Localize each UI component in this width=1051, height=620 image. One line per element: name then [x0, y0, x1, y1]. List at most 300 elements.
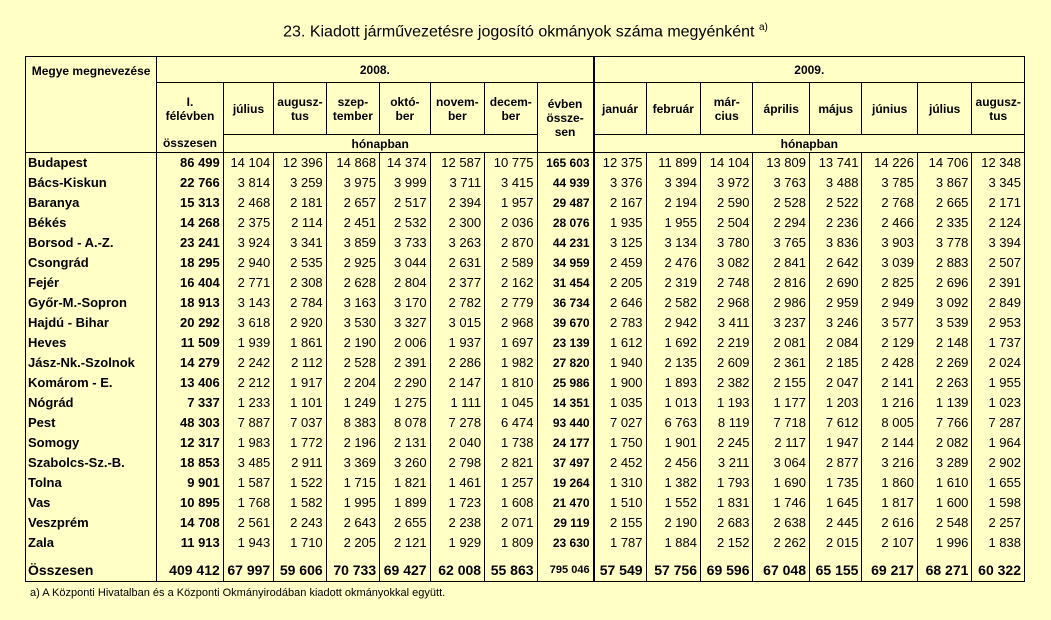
table-row	[26, 273, 1025, 293]
month-header-2009: január	[594, 83, 646, 135]
half-year-value: 12 317	[157, 433, 224, 453]
month-value-2008: 2 517	[380, 193, 430, 213]
county-name: Tolna	[26, 473, 157, 493]
month-value-2009: 2 690	[809, 273, 861, 293]
month-value-2009: 3 411	[701, 313, 753, 333]
month-value-2009: 2 949	[862, 293, 917, 313]
month-value-2009: 69 217	[862, 559, 917, 582]
month-value-2008: 3 163	[326, 293, 379, 313]
county-name: Budapest	[26, 153, 157, 174]
month-value-2008: 1 772	[274, 433, 326, 453]
half-year-value: 409 412	[157, 559, 224, 582]
month-value-2008: 2 040	[430, 433, 484, 453]
county-name: Fejér	[26, 273, 157, 293]
table-row	[26, 353, 1025, 373]
month-value-2009: 2 141	[862, 373, 917, 393]
month-value-2008: 2 377	[430, 273, 484, 293]
county-name: Összesen	[26, 559, 157, 582]
month-value-2009: 2 696	[917, 273, 971, 293]
month-value-2008: 2 242	[223, 353, 273, 373]
year-total-value: 14 351	[537, 393, 594, 413]
month-value-2008: 1 929	[430, 533, 484, 553]
month-value-2008: 1 461	[430, 473, 484, 493]
half-year-value: 18 853	[157, 453, 224, 473]
month-value-2009: 14 104	[701, 153, 753, 174]
month-value-2009: 7 027	[594, 413, 646, 433]
year-total-value: 44 231	[537, 233, 594, 253]
table-row	[26, 533, 1025, 553]
month-value-2008: 2 940	[223, 253, 273, 273]
month-value-2009: 2 361	[753, 353, 810, 373]
month-value-2009: 2 129	[862, 333, 917, 353]
table-body	[26, 153, 1025, 582]
county-name: Bács-Kiskun	[26, 173, 157, 193]
month-value-2009: 2 152	[701, 533, 753, 553]
month-value-2009: 2 507	[972, 253, 1025, 273]
year-total-value: 37 497	[537, 453, 594, 473]
month-value-2009: 1 860	[862, 473, 917, 493]
month-value-2009: 2 148	[917, 333, 971, 353]
month-value-2009: 3 577	[862, 313, 917, 333]
month-value-2008: 2 391	[380, 353, 430, 373]
month-value-2009: 2 135	[646, 353, 700, 373]
table-row	[26, 153, 1025, 174]
month-value-2008: 1 257	[485, 473, 537, 493]
month-value-2008: 1 943	[223, 533, 273, 553]
year-total-header: évben össze- sen	[537, 83, 594, 153]
month-value-2008: 3 618	[223, 313, 273, 333]
month-value-2008: 14 868	[326, 153, 379, 174]
month-value-2009: 1 610	[917, 473, 971, 493]
month-value-2009: 2 081	[753, 333, 810, 353]
month-value-2009: 2 117	[753, 433, 810, 453]
month-value-2008: 2 451	[326, 213, 379, 233]
month-value-2009: 2 015	[809, 533, 861, 553]
month-value-2008: 3 263	[430, 233, 484, 253]
month-value-2008: 1 899	[380, 493, 430, 513]
table-row	[26, 173, 1025, 193]
month-value-2008: 1 809	[485, 533, 537, 553]
month-value-2009: 3 903	[862, 233, 917, 253]
county-name: Vas	[26, 493, 157, 513]
month-header-2009: április	[753, 83, 810, 135]
month-value-2009: 2 262	[753, 533, 810, 553]
month-header-2009: június	[862, 83, 917, 135]
month-header-2009: február	[646, 83, 700, 135]
month-value-2008: 2 121	[380, 533, 430, 553]
month-value-2009: 2 452	[594, 453, 646, 473]
month-value-2008: 2 290	[380, 373, 430, 393]
county-name: Baranya	[26, 193, 157, 213]
month-value-2009: 3 785	[862, 173, 917, 193]
month-value-2008: 7 037	[274, 413, 326, 433]
month-header-2008: decem- ber	[485, 83, 537, 135]
year-total-value: 21 470	[537, 493, 594, 513]
month-value-2009: 1 735	[809, 473, 861, 493]
year-total-value: 19 264	[537, 473, 594, 493]
month-value-2008: 2 205	[326, 533, 379, 553]
month-value-2008: 2 308	[274, 273, 326, 293]
table-row	[26, 313, 1025, 333]
month-value-2008: 2 870	[485, 233, 537, 253]
month-value-2008: 12 587	[430, 153, 484, 174]
month-value-2009: 2 194	[646, 193, 700, 213]
month-value-2008: 3 733	[380, 233, 430, 253]
year-total-value: 25 986	[537, 373, 594, 393]
month-value-2008: 1 045	[485, 393, 537, 413]
month-value-2009: 2 171	[972, 193, 1025, 213]
month-value-2008: 2 071	[485, 513, 537, 533]
month-value-2008: 1 768	[223, 493, 273, 513]
month-value-2009: 2 665	[917, 193, 971, 213]
month-value-2008: 2 643	[326, 513, 379, 533]
year-total-value: 31 454	[537, 273, 594, 293]
county-name: Hajdú - Bihar	[26, 313, 157, 333]
month-value-2009: 2 294	[753, 213, 810, 233]
month-value-2008: 2 036	[485, 213, 537, 233]
month-value-2009: 3 488	[809, 173, 861, 193]
month-value-2009: 7 612	[809, 413, 861, 433]
month-value-2008: 1 917	[274, 373, 326, 393]
month-header-2009: augusz- tus	[972, 83, 1025, 135]
table-row	[26, 393, 1025, 413]
month-value-2009: 57 756	[646, 559, 700, 582]
month-value-2009: 69 596	[701, 559, 753, 582]
month-value-2009: 1 139	[917, 393, 971, 413]
month-value-2008: 1 810	[485, 373, 537, 393]
month-value-2009: 2 155	[594, 513, 646, 533]
half-year-header: I. félévben	[157, 83, 224, 135]
half-year-value: 15 313	[157, 193, 224, 213]
table-row	[26, 293, 1025, 313]
month-value-2008: 7 278	[430, 413, 484, 433]
month-value-2009: 1 955	[646, 213, 700, 233]
half-year-value: 13 406	[157, 373, 224, 393]
month-header-2009: július	[917, 83, 971, 135]
month-value-2008: 2 911	[274, 453, 326, 473]
month-value-2009: 13 809	[753, 153, 810, 174]
month-value-2009: 1 203	[809, 393, 861, 413]
month-value-2008: 3 711	[430, 173, 484, 193]
month-value-2009: 1 216	[862, 393, 917, 413]
month-header-2008: szep- tember	[326, 83, 379, 135]
month-value-2009: 1 645	[809, 493, 861, 513]
half-year-value: 11 913	[157, 533, 224, 553]
month-header-2008: novem- ber	[430, 83, 484, 135]
month-value-2009: 2 959	[809, 293, 861, 313]
title-footnote-marker: a)	[758, 22, 768, 33]
month-value-2009: 2 219	[701, 333, 753, 353]
county-name: Veszprém	[26, 513, 157, 533]
month-value-2008: 6 474	[485, 413, 537, 433]
month-value-2008: 1 249	[326, 393, 379, 413]
month-value-2009: 1 935	[594, 213, 646, 233]
month-value-2009: 1 177	[753, 393, 810, 413]
table-row	[26, 473, 1025, 493]
month-value-2009: 1 737	[972, 333, 1025, 353]
month-value-2009: 3 039	[862, 253, 917, 273]
half-year-total-label: összesen	[157, 135, 224, 153]
month-value-2008: 10 775	[485, 153, 537, 174]
month-value-2008: 3 530	[326, 313, 379, 333]
monthly-label-2008: hónapban	[223, 135, 537, 153]
month-value-2009: 1 893	[646, 373, 700, 393]
month-value-2009: 2 428	[862, 353, 917, 373]
month-value-2008: 2 968	[485, 313, 537, 333]
year-total-value: 23 630	[537, 533, 594, 553]
month-value-2009: 1 901	[646, 433, 700, 453]
month-value-2008: 2 657	[326, 193, 379, 213]
month-value-2009: 3 763	[753, 173, 810, 193]
month-value-2008: 1 995	[326, 493, 379, 513]
half-year-value: 14 708	[157, 513, 224, 533]
month-value-2008: 2 535	[274, 253, 326, 273]
month-value-2008: 1 723	[430, 493, 484, 513]
county-name: Csongrád	[26, 253, 157, 273]
month-value-2008: 2 286	[430, 353, 484, 373]
month-value-2009: 7 718	[753, 413, 810, 433]
month-value-2008: 2 779	[485, 293, 537, 313]
half-year-value: 10 895	[157, 493, 224, 513]
county-name: Heves	[26, 333, 157, 353]
month-value-2009: 2 263	[917, 373, 971, 393]
month-value-2009: 1 831	[701, 493, 753, 513]
table-row	[26, 493, 1025, 513]
month-value-2008: 2 114	[274, 213, 326, 233]
month-value-2009: 12 375	[594, 153, 646, 174]
month-value-2009: 2 445	[809, 513, 861, 533]
month-value-2009: 1 690	[753, 473, 810, 493]
month-value-2008: 2 468	[223, 193, 273, 213]
month-value-2008: 3 859	[326, 233, 379, 253]
half-year-value: 18 295	[157, 253, 224, 273]
table-header	[26, 57, 1025, 153]
month-header-2008: augusz- tus	[274, 83, 326, 135]
month-value-2009: 11 899	[646, 153, 700, 174]
month-value-2008: 2 920	[274, 313, 326, 333]
table-row	[26, 253, 1025, 273]
table-row	[26, 433, 1025, 453]
month-value-2008: 2 131	[380, 433, 430, 453]
month-value-2008: 2 190	[326, 333, 379, 353]
month-value-2009: 2 504	[701, 213, 753, 233]
month-value-2009: 2 190	[646, 513, 700, 533]
month-value-2008: 2 243	[274, 513, 326, 533]
year-total-value: 24 177	[537, 433, 594, 453]
month-value-2009: 2 382	[701, 373, 753, 393]
county-name: Nógrád	[26, 393, 157, 413]
month-value-2009: 2 107	[862, 533, 917, 553]
month-value-2008: 3 260	[380, 453, 430, 473]
month-value-2009: 2 167	[594, 193, 646, 213]
month-value-2008: 14 104	[223, 153, 273, 174]
month-value-2009: 2 883	[917, 253, 971, 273]
month-value-2008: 3 044	[380, 253, 430, 273]
month-value-2009: 67 048	[753, 559, 810, 582]
month-header-2009: már- cius	[701, 83, 753, 135]
month-value-2008: 1 738	[485, 433, 537, 453]
half-year-value: 14 268	[157, 213, 224, 233]
month-value-2009: 2 391	[972, 273, 1025, 293]
month-value-2009: 1 193	[701, 393, 753, 413]
year-total-value: 29 119	[537, 513, 594, 533]
month-value-2009: 2 849	[972, 293, 1025, 313]
month-value-2008: 3 015	[430, 313, 484, 333]
month-value-2009: 57 549	[594, 559, 646, 582]
month-value-2008: 3 369	[326, 453, 379, 473]
year-total-value: 93 440	[537, 413, 594, 433]
month-value-2009: 2 082	[917, 433, 971, 453]
half-year-value: 9 901	[157, 473, 224, 493]
month-value-2009: 8 119	[701, 413, 753, 433]
month-value-2008: 8 383	[326, 413, 379, 433]
month-value-2008: 3 415	[485, 173, 537, 193]
month-value-2009: 3 289	[917, 453, 971, 473]
month-value-2009: 12 348	[972, 153, 1025, 174]
county-name: Somogy	[26, 433, 157, 453]
month-value-2009: 3 246	[809, 313, 861, 333]
month-value-2009: 2 459	[594, 253, 646, 273]
month-value-2009: 8 005	[862, 413, 917, 433]
month-value-2009: 1 817	[862, 493, 917, 513]
county-name: Borsod - A.-Z.	[26, 233, 157, 253]
month-value-2008: 1 111	[430, 393, 484, 413]
month-value-2008: 1 861	[274, 333, 326, 353]
month-value-2008: 1 821	[380, 473, 430, 493]
year-total-value: 27 820	[537, 353, 594, 373]
total-row	[26, 559, 1025, 582]
month-value-2009: 1 510	[594, 493, 646, 513]
month-value-2008: 2 112	[274, 353, 326, 373]
month-value-2008: 12 396	[274, 153, 326, 174]
table-row	[26, 213, 1025, 233]
month-header-2008: októ- ber	[380, 83, 430, 135]
month-value-2009: 2 185	[809, 353, 861, 373]
half-year-value: 11 509	[157, 333, 224, 353]
month-value-2009: 1 787	[594, 533, 646, 553]
month-value-2008: 1 982	[485, 353, 537, 373]
month-value-2008: 2 147	[430, 373, 484, 393]
month-value-2008: 1 957	[485, 193, 537, 213]
month-value-2009: 3 125	[594, 233, 646, 253]
month-value-2009: 2 968	[701, 293, 753, 313]
county-name: Békés	[26, 213, 157, 233]
month-value-2009: 3 345	[972, 173, 1025, 193]
month-value-2008: 1 101	[274, 393, 326, 413]
month-value-2009: 3 972	[701, 173, 753, 193]
county-name: Szabolcs-Sz.-B.	[26, 453, 157, 473]
month-value-2009: 7 287	[972, 413, 1025, 433]
half-year-value: 18 913	[157, 293, 224, 313]
month-value-2008: 1 608	[485, 493, 537, 513]
month-value-2009: 3 064	[753, 453, 810, 473]
month-value-2009: 2 269	[917, 353, 971, 373]
month-value-2009: 65 155	[809, 559, 861, 582]
month-value-2008: 1 983	[223, 433, 273, 453]
monthly-label-2009: hónapban	[594, 135, 1025, 153]
year-total-value: 34 959	[537, 253, 594, 273]
month-value-2008: 2 771	[223, 273, 273, 293]
month-value-2009: 2 456	[646, 453, 700, 473]
month-value-2009: 2 877	[809, 453, 861, 473]
table-row	[26, 193, 1025, 213]
month-value-2009: 6 763	[646, 413, 700, 433]
half-year-value: 48 303	[157, 413, 224, 433]
month-value-2008: 2 162	[485, 273, 537, 293]
month-value-2009: 1 552	[646, 493, 700, 513]
month-value-2009: 2 335	[917, 213, 971, 233]
year-2009-header: 2009.	[594, 57, 1025, 83]
month-value-2008: 1 697	[485, 333, 537, 353]
month-value-2009: 1 940	[594, 353, 646, 373]
month-value-2008: 2 394	[430, 193, 484, 213]
month-value-2008: 2 804	[380, 273, 430, 293]
month-value-2009: 2 642	[809, 253, 861, 273]
month-value-2009: 2 986	[753, 293, 810, 313]
county-name: Zala	[26, 533, 157, 553]
month-value-2009: 2 748	[701, 273, 753, 293]
half-year-value: 7 337	[157, 393, 224, 413]
month-value-2008: 55 863	[485, 559, 537, 582]
month-value-2009: 2 522	[809, 193, 861, 213]
month-value-2009: 2 825	[862, 273, 917, 293]
month-value-2009: 3 082	[701, 253, 753, 273]
month-value-2008: 3 170	[380, 293, 430, 313]
half-year-value: 16 404	[157, 273, 224, 293]
month-value-2008: 2 300	[430, 213, 484, 233]
month-value-2008: 2 528	[326, 353, 379, 373]
month-value-2009: 1 310	[594, 473, 646, 493]
month-value-2008: 1 587	[223, 473, 273, 493]
month-value-2009: 2 942	[646, 313, 700, 333]
month-value-2008: 3 924	[223, 233, 273, 253]
month-value-2008: 2 655	[380, 513, 430, 533]
month-value-2009: 3 376	[594, 173, 646, 193]
month-value-2009: 1 900	[594, 373, 646, 393]
month-value-2009: 3 867	[917, 173, 971, 193]
month-value-2009: 1 013	[646, 393, 700, 413]
month-value-2009: 2 047	[809, 373, 861, 393]
month-value-2008: 3 485	[223, 453, 273, 473]
month-value-2008: 3 143	[223, 293, 273, 313]
month-value-2009: 1 655	[972, 473, 1025, 493]
month-value-2008: 70 733	[326, 559, 379, 582]
half-year-value: 14 279	[157, 353, 224, 373]
year-total-value: 165 603	[537, 153, 594, 174]
month-value-2009: 2 205	[594, 273, 646, 293]
month-value-2008: 2 532	[380, 213, 430, 233]
county-header: Megye megnevezése	[26, 57, 157, 153]
month-value-2008: 3 327	[380, 313, 430, 333]
month-value-2009: 1 996	[917, 533, 971, 553]
month-value-2009: 3 211	[701, 453, 753, 473]
month-value-2008: 2 925	[326, 253, 379, 273]
month-value-2008: 1 710	[274, 533, 326, 553]
data-table	[25, 56, 1025, 582]
month-value-2009: 2 476	[646, 253, 700, 273]
month-value-2009: 2 582	[646, 293, 700, 313]
month-value-2008: 2 821	[485, 453, 537, 473]
month-value-2009: 3 780	[701, 233, 753, 253]
month-value-2009: 1 382	[646, 473, 700, 493]
month-value-2009: 3 539	[917, 313, 971, 333]
month-value-2009: 1 884	[646, 533, 700, 553]
month-value-2009: 68 271	[917, 559, 971, 582]
month-value-2008: 69 427	[380, 559, 430, 582]
month-value-2009: 2 319	[646, 273, 700, 293]
county-name: Pest	[26, 413, 157, 433]
month-value-2009: 2 683	[701, 513, 753, 533]
